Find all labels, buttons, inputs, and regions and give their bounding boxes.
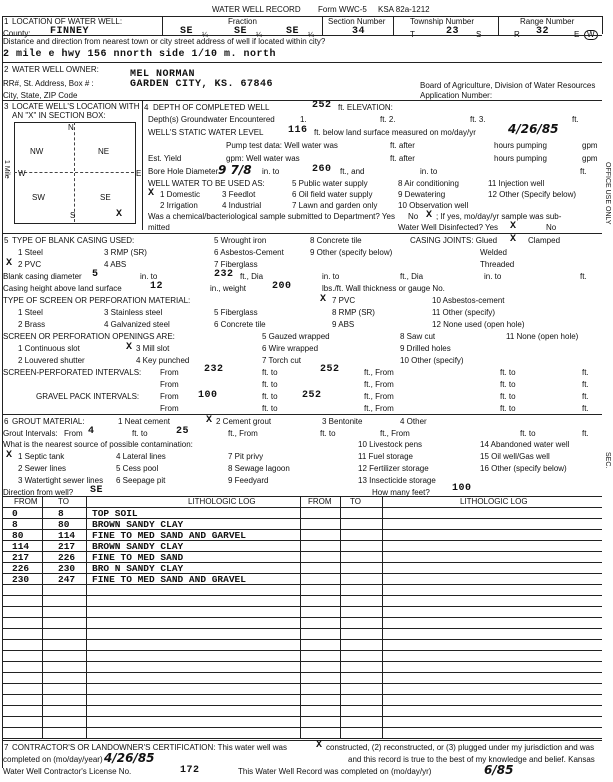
chem-mitted: mitted: [148, 223, 170, 232]
screen-5: 5 Fiberglass: [214, 308, 258, 317]
use-11: 11 Injection well: [488, 179, 545, 188]
gw-ft: ft.: [572, 115, 579, 124]
grout-3: 3 Bentonite: [322, 417, 363, 426]
log-header-lithology: LITHOLOGIC LOG: [188, 497, 256, 506]
grout-ft-to: ft. to: [132, 429, 148, 438]
gp2-ft-to: ft. to: [262, 404, 278, 413]
casing-6: 6 Asbestos-Cement: [214, 248, 284, 257]
contam-11: 11 Fuel storage: [358, 452, 413, 461]
diameter-value: 5: [92, 269, 99, 280]
section-number-3: 3: [4, 102, 9, 111]
grout-from-label: From: [64, 429, 83, 438]
bore-ft: ft.: [580, 167, 587, 176]
static-value: 116: [288, 125, 308, 136]
use-8: 8 Air conditioning: [398, 179, 459, 188]
fraction-3: SE: [286, 26, 300, 37]
range-w-circled: W: [584, 30, 598, 40]
opening-3: 3 Mill slot: [136, 344, 170, 353]
grout-ft-from: ft., From: [228, 429, 258, 438]
screen-12: 12 None used (open hole): [432, 320, 525, 329]
fraction-1: SE: [180, 26, 194, 37]
casing-7: 7 Fiberglass: [214, 260, 258, 269]
fraction-label: Fraction: [228, 17, 257, 26]
joints-threaded: Threaded: [480, 260, 515, 269]
range-value: 32: [536, 26, 550, 37]
section-number-4: 4: [144, 103, 149, 112]
quarter-3: ¼: [308, 32, 314, 39]
weight-value: 200: [272, 281, 292, 292]
screen-6: 6 Concrete tile: [214, 320, 266, 329]
depth-label: DEPTH OF COMPLETED WELL: [153, 103, 270, 112]
log-header-from: FROM: [14, 497, 38, 506]
map-sw: SW: [32, 193, 45, 202]
use-domestic-mark: X: [148, 188, 155, 199]
city-label: City, State, ZIP Code: [3, 91, 78, 100]
county-value: FINNEY: [50, 26, 90, 37]
owner-address: GARDEN CITY, KS. 67846: [130, 79, 274, 90]
log-cell-to: 80: [58, 519, 70, 530]
gw-1: 1.: [300, 115, 307, 124]
opening-9: 9 Drilled holes: [400, 344, 451, 353]
township-value: 23: [446, 26, 460, 37]
log-cell-from: 114: [12, 541, 30, 552]
gp-ft-to: ft. to: [262, 392, 278, 401]
log-cell-desc: BROWN SANDY CLAY: [92, 541, 184, 552]
openings-label: SCREEN OR PERFORATION OPENINGS ARE:: [3, 332, 175, 341]
grout-ft-to-3: ft. to: [520, 429, 536, 438]
location-label: LOCATION OF WATER WELL:: [12, 17, 123, 26]
log-cell-desc: BROWN SANDY CLAY: [92, 519, 184, 530]
grout-4: 4 Other: [400, 417, 427, 426]
section-number-value: 34: [352, 26, 366, 37]
grout-2: 2 Cement grout: [216, 417, 272, 426]
height-value: 12: [150, 281, 164, 292]
grout-cement-mark: X: [206, 415, 213, 426]
bore-in-to-2: in. to: [420, 167, 438, 176]
opening-1: 1 Continuous slot: [18, 344, 80, 353]
grout-ft-to-2: ft. to: [320, 429, 336, 438]
pump-gpm: gpm: [582, 141, 598, 150]
casing-9: 9 Other (specify below): [310, 248, 393, 257]
si-from-label: From: [160, 368, 179, 377]
pump-label: Pump test data: Well water was: [226, 141, 338, 150]
si-ft-from: ft., From: [364, 368, 394, 377]
range-r: R: [514, 30, 520, 39]
grout-to-value: 25: [176, 426, 190, 437]
yield-gpm: gpm: Well water was: [226, 154, 300, 163]
si-ft-to: ft. to: [262, 368, 278, 377]
si-ft: ft.: [582, 368, 589, 377]
weight-label: in., weight: [210, 284, 247, 293]
log-header-lithology-2: LITHOLOGIC LOG: [460, 497, 528, 506]
yield-ft-after: ft. after: [390, 154, 415, 163]
casing-8: 8 Concrete tile: [310, 236, 362, 245]
si2-ft-to: ft. to: [262, 380, 278, 389]
map-se: SE: [100, 193, 111, 202]
section-number-7: 7: [4, 743, 9, 752]
screen-4: 4 Galvanized steel: [104, 320, 170, 329]
si2-ft-to-2: ft. to: [500, 380, 516, 389]
ksa-ref: KSA 82a-1212: [378, 5, 430, 14]
screen-2: 2 Brass: [18, 320, 46, 329]
diameter-in-to-3: in. to: [484, 272, 502, 281]
use-7: 7 Lawn and garden only: [292, 201, 378, 210]
pump-hours: hours pumping: [494, 141, 547, 150]
cert-license-value: 172: [180, 765, 200, 776]
si2-from-label: From: [160, 380, 179, 389]
grout-from-value: 4: [88, 426, 95, 437]
log-cell-desc: FINE TO MED SAND AND GARVEL: [92, 530, 246, 541]
opening-mill-mark: X: [126, 342, 133, 353]
diameter-ft-dia: ft., Dia: [240, 272, 264, 281]
log-cell-desc: FINE TO MED SAND AND GRAVEL: [92, 574, 246, 585]
contam-16: 16 Other (specify below): [480, 464, 567, 473]
use-2: 2 Irrigation: [160, 201, 198, 210]
contam-7: 7 Pit privy: [228, 452, 264, 461]
wall-thickness-label: lbs./ft. Wall thickness or gauge No.: [322, 284, 445, 293]
cert-line-1b: constructed, (2) reconstructed, or (3) plugged under my jurisdiction and was: [326, 743, 595, 752]
contamination-label: What is the nearest source of possible contamination:: [3, 440, 193, 449]
bore-to-value: 260: [312, 164, 332, 175]
screen-9: 9 ABS: [332, 320, 355, 329]
si2-ft: ft.: [582, 380, 589, 389]
disinfected-no: No: [546, 223, 557, 232]
diameter-ft: ft.: [580, 272, 587, 281]
contam-6: 6 Seepage pit: [116, 476, 166, 485]
use-label: WELL WATER TO BE USED AS:: [148, 179, 265, 188]
bore-label: Bore Hole Diameter: [148, 167, 219, 176]
map-nw: NW: [30, 147, 44, 156]
gp-ft-from: ft., From: [364, 392, 394, 401]
distance-value: 2 mile e hwy 156 nnorth side 1/10 m. north: [3, 49, 277, 60]
range-label: Range Number: [520, 17, 575, 26]
pump-ft-after: ft. after: [390, 141, 415, 150]
section-number-label: Section Number: [328, 17, 386, 26]
gp2-ft-from: ft., From: [364, 404, 394, 413]
static-label: WELL'S STATIC WATER LEVEL: [148, 128, 264, 137]
use-12: 12 Other (Specify below): [488, 190, 577, 199]
log-header-from-2: FROM: [308, 497, 332, 506]
direction-label: Direction from well?: [3, 488, 74, 497]
fraction-2: SE: [234, 26, 248, 37]
joints-welded: Welded: [480, 248, 507, 257]
yield-label: Est. Yield: [148, 154, 182, 163]
board-label: Board of Agriculture, Division of Water Resources: [420, 81, 596, 90]
mile-label: 1 Mile: [3, 160, 10, 179]
cert-line-1: CONTRACTOR'S OR LANDOWNER'S CERTIFICATION: This water well was: [12, 743, 287, 752]
cert-line-2a: completed on (mo/day/year): [3, 755, 103, 764]
screen-intervals-label: SCREEN-PERFORATED INTERVALS:: [3, 368, 142, 377]
log-cell-from: 230: [12, 574, 30, 585]
grout-ft: ft.: [582, 429, 589, 438]
opening-7: 7 Torch cut: [262, 356, 301, 365]
contam-13: 13 Insecticide storage: [358, 476, 436, 485]
yield-hours: hours pumping: [494, 154, 547, 163]
log-cell-desc: BRO N SANDY CLAY: [92, 563, 184, 574]
use-5: 5 Public water supply: [292, 179, 368, 188]
joints-label: CASING JOINTS: Glued: [410, 236, 498, 245]
contam-septic-mark: X: [6, 450, 13, 461]
screen-label: TYPE OF SCREEN OR PERFORATION MATERIAL:: [3, 296, 191, 305]
contam-1: 1 Septic tank: [18, 452, 65, 461]
contam-9: 9 Feedyard: [228, 476, 269, 485]
gp-from-value: 100: [198, 390, 218, 401]
joints-glued-mark: X: [510, 234, 517, 245]
opening-2: 2 Louvered shutter: [18, 356, 85, 365]
log-cell-from: 8: [12, 519, 18, 530]
diameter-to-value: 232: [214, 269, 234, 280]
disinfected-label: Water Well Disinfected? Yes: [398, 223, 499, 232]
contam-4: 4 Lateral lines: [116, 452, 166, 461]
opening-8: 8 Saw cut: [400, 332, 436, 341]
grout-intervals-label: Grout Intervals:: [3, 429, 58, 438]
map-title-2: AN "X" IN SECTION BOX:: [12, 111, 106, 120]
grout-label: GROUT MATERIAL:: [12, 417, 85, 426]
log-cell-to: 114: [58, 530, 76, 541]
diameter-in-to: in. to: [140, 272, 158, 281]
county-label: County:: [3, 29, 31, 38]
casing-1: 1 Steel: [18, 248, 43, 257]
how-many-feet-label: How many feet?: [372, 488, 430, 497]
contam-10: 10 Livestock pens: [358, 440, 423, 449]
contam-12: 12 Fertilizer storage: [358, 464, 429, 473]
elevation-label: ft. ELEVATION:: [338, 103, 393, 112]
office-use-label: OFFICE USE ONLY: [604, 162, 611, 225]
log-cell-from: 217: [12, 552, 30, 563]
section-number-1: 1: [4, 17, 9, 26]
map-ne: NE: [98, 147, 110, 156]
use-10: 10 Observation well: [398, 201, 469, 210]
bore-ft-and: ft., and: [340, 167, 365, 176]
gravel-label: GRAVEL PACK INTERVALS:: [36, 392, 140, 401]
bore-value: 9 7/8: [218, 163, 252, 177]
use-1: 1 Domestic: [160, 190, 201, 199]
form-number: Form WWC-5: [318, 5, 367, 14]
bore-in-to: in. to: [262, 167, 280, 176]
log-header-to: TO: [58, 497, 69, 506]
casing-4: 4 ABS: [104, 260, 127, 269]
cert-completed-date: 4/26/85: [104, 751, 155, 765]
log-cell-from: 80: [12, 530, 24, 541]
gp2-from-label: From: [160, 404, 179, 413]
contam-5: 5 Cess pool: [116, 464, 159, 473]
cert-license-label: Water Well Contractor's License No.: [3, 767, 132, 776]
groundwater-label: Depth(s) Groundwater Encountered: [148, 115, 275, 124]
how-many-feet-value: 100: [452, 483, 472, 494]
map-w: W: [18, 169, 26, 178]
disinfected-mark: X: [510, 221, 517, 232]
township-t: T: [410, 30, 415, 39]
casing-3: 3 RMP (SR): [104, 248, 147, 257]
use-6: 6 Oil field water supply: [292, 190, 373, 199]
casing-label: TYPE OF BLANK CASING USED:: [12, 236, 135, 245]
use-3: 3 Feedlot: [222, 190, 256, 199]
map-s: S: [70, 211, 76, 220]
log-cell-from: 226: [12, 563, 30, 574]
chem-no: No: [408, 212, 419, 221]
gp2-ft-to-2: ft. to: [500, 404, 516, 413]
chem-label: Was a chemical/bacteriological sample submitted to Department? Yes: [148, 212, 395, 221]
gw-2: ft. 2.: [380, 115, 396, 124]
gp2-ft: ft.: [582, 404, 589, 413]
range-e: E: [574, 30, 580, 39]
screen-pvc-mark: X: [320, 294, 327, 305]
static-tail: ft. below land surface measured on mo/day/yr: [314, 128, 476, 137]
depth-value: 252: [312, 100, 332, 111]
log-cell-to: 217: [58, 541, 76, 552]
contam-3: 3 Watertight sewer lines: [18, 476, 104, 485]
office-sec-label: SEC.: [604, 452, 611, 469]
chem-mark: X: [426, 210, 433, 221]
map-n: N: [68, 123, 74, 132]
gp-ft: ft.: [582, 392, 589, 401]
direction-value: SE: [90, 485, 104, 496]
log-cell-desc: TOP SOIL: [92, 508, 138, 519]
section-number-2: 2: [4, 65, 9, 74]
casing-2: 2 PVC: [18, 260, 42, 269]
opening-5: 5 Gauzed wrapped: [262, 332, 330, 341]
height-label: Casing height above land surface: [3, 284, 122, 293]
grout-ft-from-2: ft., From: [380, 429, 410, 438]
opening-4: 4 Key punched: [136, 356, 190, 365]
si-ft-to-2: ft. to: [500, 368, 516, 377]
gp-from-label: From: [160, 392, 179, 401]
static-date: 4/26/85: [508, 122, 559, 136]
casing-5: 5 Wrought iron: [214, 236, 267, 245]
quarter-1: ¼: [202, 32, 208, 39]
grout-1: 1 Neat cement: [118, 417, 171, 426]
screen-10: 10 Asbestos-cement: [432, 296, 505, 305]
screen-11: 11 Other (specify): [432, 308, 495, 317]
gw-3: ft. 3.: [470, 115, 486, 124]
opening-11: 11 None (open hole): [506, 332, 579, 341]
diameter-ft-dia-2: ft., Dia: [400, 272, 424, 281]
owner-name: MEL NORMAN: [130, 69, 196, 80]
distance-label: Distance and direction from nearest town or city street address of well if located within city?: [3, 37, 326, 46]
casing-pvc-mark: X: [6, 258, 13, 269]
contam-8: 8 Sewage lagoon: [228, 464, 290, 473]
application-label: Application Number:: [420, 91, 493, 100]
opening-6: 6 Wire wrapped: [262, 344, 319, 353]
log-cell-from: 0: [12, 508, 18, 519]
form-title: WATER WELL RECORD: [212, 5, 301, 14]
well-location-mark: X: [116, 209, 123, 220]
log-cell-to: 8: [58, 508, 64, 519]
diameter-in-to-2: in. to: [322, 272, 340, 281]
rr-label: RR#, St. Address, Box # :: [3, 79, 94, 88]
cert-line-2b: and this record is true to the best of my knowledge and belief. Kansas: [348, 755, 595, 764]
township-label: Township Number: [410, 17, 475, 26]
cert-constructed-mark: X: [316, 740, 323, 751]
gp-ft-to-2: ft. to: [500, 392, 516, 401]
log-cell-to: 230: [58, 563, 76, 574]
use-4: 4 Industrial: [222, 201, 262, 210]
diameter-label: Blank casing diameter: [3, 272, 82, 281]
screen-3: 3 Stainless steel: [104, 308, 163, 317]
cert-line-3b: This Water Well Record was completed on (mo/day/yr): [238, 767, 432, 776]
yield-gpm-unit: gpm: [582, 154, 598, 163]
screen-7: 7 PVC: [332, 296, 356, 305]
opening-10: 10 Other (specify): [400, 356, 464, 365]
log-header-to-2: TO: [350, 497, 361, 506]
si-from-value: 232: [204, 364, 224, 375]
map-title-1: LOCATE WELL'S LOCATION WITH: [12, 102, 140, 111]
township-s: S: [476, 30, 482, 39]
screen-1: 1 Steel: [18, 308, 43, 317]
cert-record-date: 6/85: [484, 763, 514, 777]
owner-label: WATER WELL OWNER:: [12, 65, 99, 74]
use-9: 9 Dewatering: [398, 190, 446, 199]
joints-clamped: Clamped: [528, 236, 561, 245]
si2-ft-from: ft., From: [364, 380, 394, 389]
log-cell-to: 226: [58, 552, 76, 563]
si-to-value: 252: [320, 364, 340, 375]
section-number-6: 6: [4, 417, 9, 426]
quarter-2: ¼: [256, 32, 262, 39]
log-cell-desc: FINE TO MED SAND: [92, 552, 184, 563]
contam-15: 15 Oil well/Gas well: [480, 452, 550, 461]
map-e: E: [136, 169, 142, 178]
section-number-5: 5: [4, 236, 9, 245]
gp-to-value: 252: [302, 390, 322, 401]
screen-8: 8 RMP (SR): [332, 308, 375, 317]
chem-tail: ; If yes, mo/day/yr sample was sub-: [436, 212, 562, 221]
log-cell-to: 247: [58, 574, 76, 585]
contam-2: 2 Sewer lines: [18, 464, 67, 473]
contam-14: 14 Abandoned water well: [480, 440, 570, 449]
